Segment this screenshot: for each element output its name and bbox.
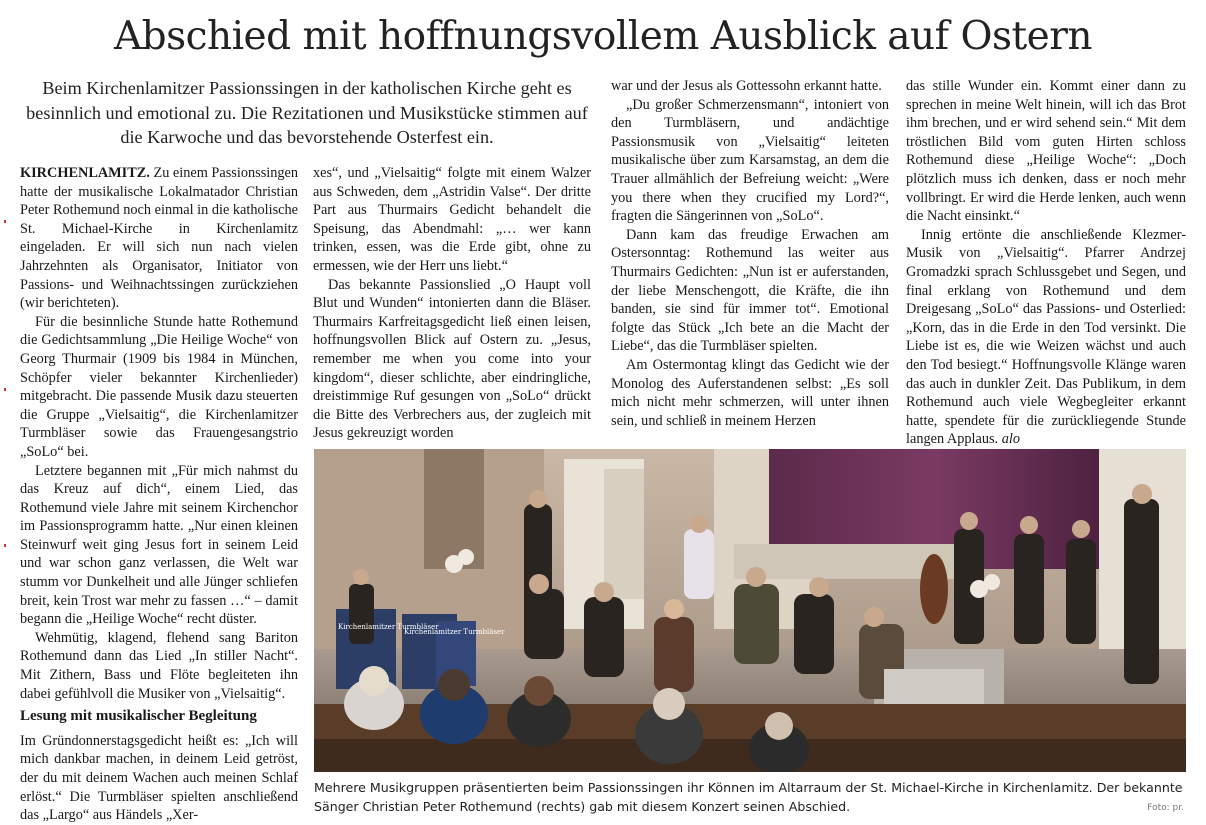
paragraph: KIRCHENLAMITZ. Zu einem Passionssingen hatte der musikalische Lokalmatador Christian Peter Rothemund noch einmal in die katholische St. Michael-Kirche in Kirchenlamitz eingeladen. Er will sich nun nach vielen Jahrzehnten als Organisator, Initiator von Passions- und Weihnachtssingen zurückziehen (wir berichteten). [20,165,299,312]
dateline: KIRCHENLAMITZ. [20,165,150,181]
margin-mark [4,220,6,223]
article-column-3 [611,77,889,430]
paragraph: Dann kam das freudige Erwachen am Ostersonntag: Rothemund las weiter aus Thurmairs Gedichten: „Nun ist er auferstanden, der liebe Menschengott, die Kräfte, die ihn banden, sie sind für immer tot“. Emotional folgte das Stück „Ich bete an die Macht der Liebe“, das die Turmbläser spielten. [611,226,889,355]
subheading: Lesung mit musikalischer Begleitung [20,708,257,725]
margin-mark [4,388,6,391]
teaser: Beim Kirchenlamitzer Passionssingen in der katholischen Kirche geht es besinnlich und emotional zu. Die Rezitationen und Musikstücke stimmen auf die Karwoche und das bevorstehende Osterfest ein. [26,78,588,147]
paragraph: Für die besinnliche Stunde hatte Rothemund die Gedichtsammlung „Die Heilige Woche“ von Georg Thurmair (1909 bis 1984 in München, Schöpfer vieler bekannter Kirchenlieder) mitgebracht. Die passende Musik dazu steuerten die Gruppe „Vielsaitig“, die Kirchenlamitzer Turmbläser sowie das Frauengesangstrio „SoLo“ bei. [20,313,298,460]
paragraph: „Du großer Schmerzensmann“, intoniert von den Turmbläsern, und andächtige Passionsmusik von „Vielsaitig“ leiteten musikalische über zum Karsamstag, an dem die Trauer allmählich der Befreiung weicht: „Were you there when they crucified my Lord?“, fragten die Sängerinnen von „SoLo“. [611,96,889,225]
article-column-4 [906,77,1186,449]
paragraph: war und der Jesus als Gottessohn erkannt hatte. [611,78,882,94]
author-signature: alo [1001,431,1020,448]
photo-credit: Foto: pr. [1147,803,1184,813]
paragraph: Letztere begannen mit „Für mich nahmst du das Kreuz auf dich“, einem Lied, das Rothemund viele Jahre mit seinem Kirchenchor im Passionsprogramm hatte. „Nur einen kleinen Steinwurf weit ging Jesus fort in seinem Leid und war schon ganz verlassen, die Welt war stumm vor Dunkelheit und alle Jünger schliefen breit, kein Trost war mehr zu fassen …“ – damit begann die „Heilige Woche“ recht düster. [20,462,298,628]
headline: Abschied mit hoffnungsvollem Ausblick auf Ostern [113,14,1093,59]
paragraph: xes“, und „Vielsaitig“ folgte mit einem Walzer aus Schweden, dem „Astridin Valse“. Der dritte Part aus Thurmairs Gedicht behandelt die Speisung, das Abendmahl: „… wer kann trinken, essen, was die Erde gibt, ohne zu ermessen, wie der Herr uns liebt.“ [313,165,591,274]
paragraph: das stille Wunder ein. Kommt einer dann zu sprechen in meine Welt hinein, will ich das Brot ihm brechen, und er wird sehend sein.“ Mit dem tröstlichen Bild vom guten Hirten schloss Rothemund diese „Heilige Woche“: „Doch plötzlich muss ich denken, dass er noch mehr vollbringt. Er wird die Herde lenken, auch wenn die Nacht einsinkt.“ [906,78,1186,225]
paragraph: Am Ostermontag klingt das Gedicht wie der Monolog des Auferstandenen selbst: „Es soll mich nicht mehr schmerzen, will unter ihnen sein, und schließ in meinem Herzen [611,356,889,429]
paragraph: Im Gründonnerstagsgedicht heißt es: „Ich will mich dankbar machen, in deinem Leid getröst, der du mit deinem Wachen auch meinen Schlaf erlöst.“ Die Turmbläser spielten anschließend das „Largo“ aus Händels „Xer- [20,732,298,824]
article-column-1 [20,164,298,825]
concert-photo [314,449,1186,772]
article-column-2 [313,164,591,443]
margin-mark [4,544,6,547]
paragraph: Innig ertönte die anschließende Klezmer-Musik von „Vielsaitig“. Pfarrer Andrzej Gromadzki sprach Schlussgebet und Segen, und final erklang von Rothemund und dem Dreigesang „SoLo“ das Passions- und Osterlied: „Korn, das in die Erde in den Tod versinkt. Die Liebe ist es, die wie Weizen wächst und auch den Tod besiegt.“ Hoffnungsvolle Klänge waren das auch in dunkler Zeit. Das Publikum, in dem Rothemund auch viele Wegbegleiter erkannt hatte, spendete für die zurückliegende Stunde langen Applaus. alo [906,226,1186,448]
church-scene-illustration [314,449,1186,772]
paragraph: Das bekannte Passionslied „O Haupt voll Blut und Wunden“ intonierten dann die Bläser. Thurmairs Karfreitagsgedicht ließ einen leisen, hoffnungsvollen Blick auf Ostern zu. „Jesus, remember me when you come into your kingdom“, dieser schlichte, aber eindringliche, dreistimmige Ruf gesungen von „SoLo“ drückt die Bitte des Verbrechers aus, der zugleich mit Jesus gekreuzigt worden [313,276,591,442]
stand-banner-text: Kirchenlamitzer Turmbläser [404,628,505,636]
paragraph: Wehmütig, klagend, flehend sang Bariton Rothemund dann das Lied „In stiller Nacht“. Mit Zithern, Bass und Flöte begleiteten ihn dabei gefühlvoll die Musiker von „Vielsaitig“. [20,629,298,702]
stand-banner-text: Kirchenlamitzer Turmbläser [338,623,439,631]
photo-caption: Mehrere Musikgruppen präsentierten beim Passionssingen ihr Können im Altarraum der St. Michael-Kirche in Kirchenlamitz. Der bekannte Sänger Christian Peter Rothemund (rechts) gab mit diesem Konzert seinen Abschied. [314,780,1183,814]
